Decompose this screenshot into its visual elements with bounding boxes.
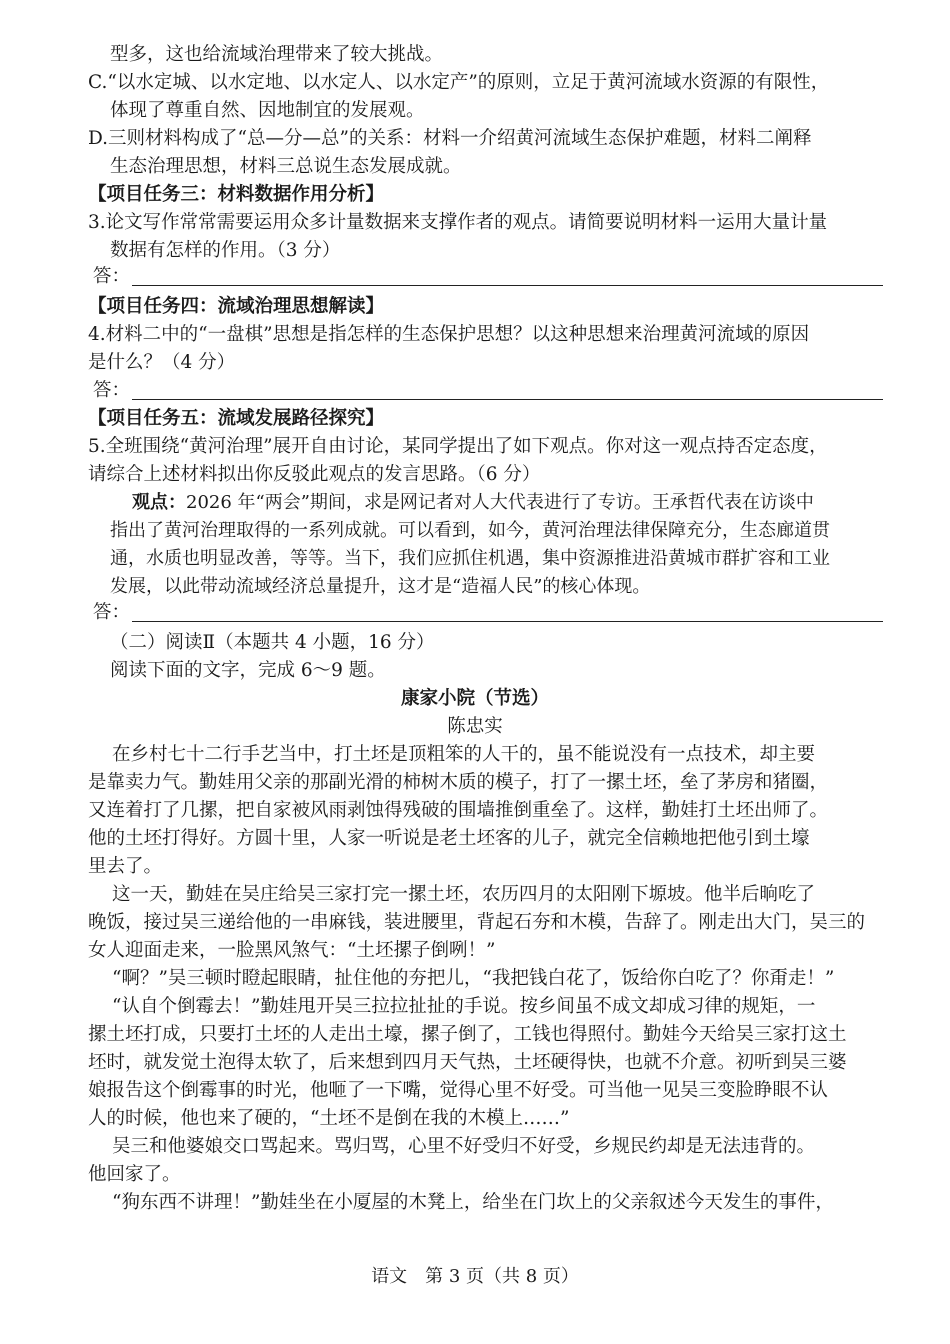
viewpoint-text1: 2026 年“两会”期间，求是网记者对人大代表进行了专访。王承哲代表在访谈中: [186, 492, 814, 513]
question5-line1: 5.全班围绕“黄河治理”展开自由讨论，某同学提出了如下观点。你对这一观点持否定态度，: [88, 436, 828, 457]
passage-line: 他的土坯打得好。方圆十里，人家一听说是老土坯客的儿子，就完全信赖地把他引到土壕: [88, 828, 810, 849]
viewpoint-label: 观点：: [132, 492, 186, 513]
passage-author: 陈忠实: [447, 716, 503, 737]
answer4-line[interactable]: [132, 399, 883, 400]
option-d-line2: 生态治理思想，材料三总说生态发展成就。: [110, 156, 462, 177]
passage-line: 里去了。: [88, 856, 163, 877]
task5-heading: 【项目任务五：流域发展路径探究】: [88, 408, 385, 429]
passage-line: “认自个倒霉去！”勤娃甩开吴三拉拉扯扯的手说。按乡间虽不成文却成习律的规矩，一: [112, 996, 816, 1017]
viewpoint-line2: 指出了黄河治理取得的一系列成就。可以看到，如今，黄河治理法律保障充分，生态廊道贯: [110, 520, 830, 541]
question3-line2: 数据有怎样的作用。（3 分）: [110, 240, 341, 261]
answer3-field[interactable]: [88, 264, 883, 290]
option-c-line1: C.“以水定城、以水定地、以水定人、以水定产”的原则，立足于黄河流域水资源的有限性，: [88, 72, 830, 93]
passage-line: “啊？”吴三顿时瞪起眼睛，扯住他的夯把儿，“我把钱白花了，饭给你白吃了？你甭走！”: [112, 968, 835, 989]
passage-line: 晚饭，接过吴三递给他的一串麻钱，装进腰里，背起石夯和木模，告辞了。刚走出大门，吴三的: [88, 912, 866, 933]
reading2-instruction: 阅读下面的文字，完成 6～9 题。: [110, 660, 386, 681]
option-b-continuation: 型多，这也给流域治理带来了较大挑战。: [110, 44, 444, 65]
passage-line: 这一天，勤娃在吴庄给吴三家打完一摞土坯，农历四月的太阳刚下塬坡。他半后晌吃了: [112, 884, 816, 905]
answer3-line[interactable]: [132, 285, 883, 286]
viewpoint-line1: [132, 490, 883, 516]
option-c-line2: 体现了尊重自然、因地制宜的发展观。: [110, 100, 425, 121]
answer5-label: 答：: [93, 602, 131, 623]
option-d-line1: D.三则材料构成了“总—分—总”的关系：材料一介绍黄河流域生态保护难题，材料二阐释: [88, 128, 812, 149]
answer3-label: 答：: [93, 266, 131, 287]
passage-line: 吴三和他婆娘交口骂起来。骂归骂，心里不好受归不好受，乡规民约却是无法违背的。: [112, 1136, 816, 1157]
task4-heading: 【项目任务四：流域治理思想解读】: [88, 296, 385, 317]
passage-line: 他回家了。: [88, 1164, 181, 1185]
passage-line: 摞土坯打成，只要打土坯的人走出土壕，摞子倒了，工钱也得照付。勤娃今天给吴三家打这土: [88, 1024, 847, 1045]
passage-line: “狗东西不讲理！”勤娃坐在小厦屋的木凳上，给坐在门坎上的父亲叙述今天发生的事件，: [112, 1192, 834, 1213]
page-footer: 语文 第 3 页（共 8 页）: [371, 1266, 579, 1287]
passage-line: 女人迎面走来，一脸黑风煞气：“土坯摞子倒咧！”: [88, 940, 496, 961]
passage-title: 康家小院（节选）: [400, 688, 549, 709]
passage-line: 人的时候，他也来了硬的，“土坯不是倒在我的木模上……”: [88, 1108, 570, 1129]
passage-line: 坯时，就发觉土泡得太软了，后来想到四月天气热，土坯硬得快，也就不介意。初听到吴三婆: [88, 1052, 847, 1073]
question3-line1: 3.论文写作常常需要运用众多计量数据来支撑作者的观点。请简要说明材料一运用大量计量: [88, 212, 828, 233]
answer4-label: 答：: [93, 380, 131, 401]
answer4-field[interactable]: [88, 378, 883, 404]
passage-line: 娘报告这个倒霉事的时光，他咂了一下嘴，觉得心里不好受。可当他一见吴三变脸睁眼不认: [88, 1080, 829, 1101]
question5-line2: 请综合上述材料拟出你反驳此观点的发言思路。（6 分）: [88, 464, 541, 485]
question4-line1: 4.材料二中的“一盘棋”思想是指怎样的生态保护思想？以这种思想来治理黄河流域的原因: [88, 324, 810, 345]
passage-line: 又连着打了几摞，把自家被风雨剥蚀得残破的围墙推倒重垒了。这样，勤娃打土坯出师了。: [88, 800, 829, 821]
viewpoint-line4: 发展，以此带动流域经济总量提升，这才是“造福人民”的核心体现。: [110, 576, 651, 597]
passage-line: 在乡村七十二行手艺当中，打土坯是顶粗笨的人干的，虽不能说没有一点技术，却主要: [112, 744, 816, 765]
question4-line2: 是什么？（4 分）: [88, 352, 236, 373]
task3-heading: 【项目任务三：材料数据作用分析】: [88, 184, 385, 205]
reading2-header: （二）阅读Ⅱ（本题共 4 小题，16 分）: [110, 632, 435, 653]
answer5-field[interactable]: [88, 600, 883, 626]
viewpoint-line3: 通，水质也明显改善，等等。当下，我们应抓住机遇，集中资源推进沿黄城市群扩容和工业: [110, 548, 830, 569]
answer5-line[interactable]: [132, 621, 883, 622]
passage-line: 是靠卖力气。勤娃用父亲的那副光滑的柿树木质的模子，打了一摞土坯，垒了茅房和猪圈，: [88, 772, 829, 793]
